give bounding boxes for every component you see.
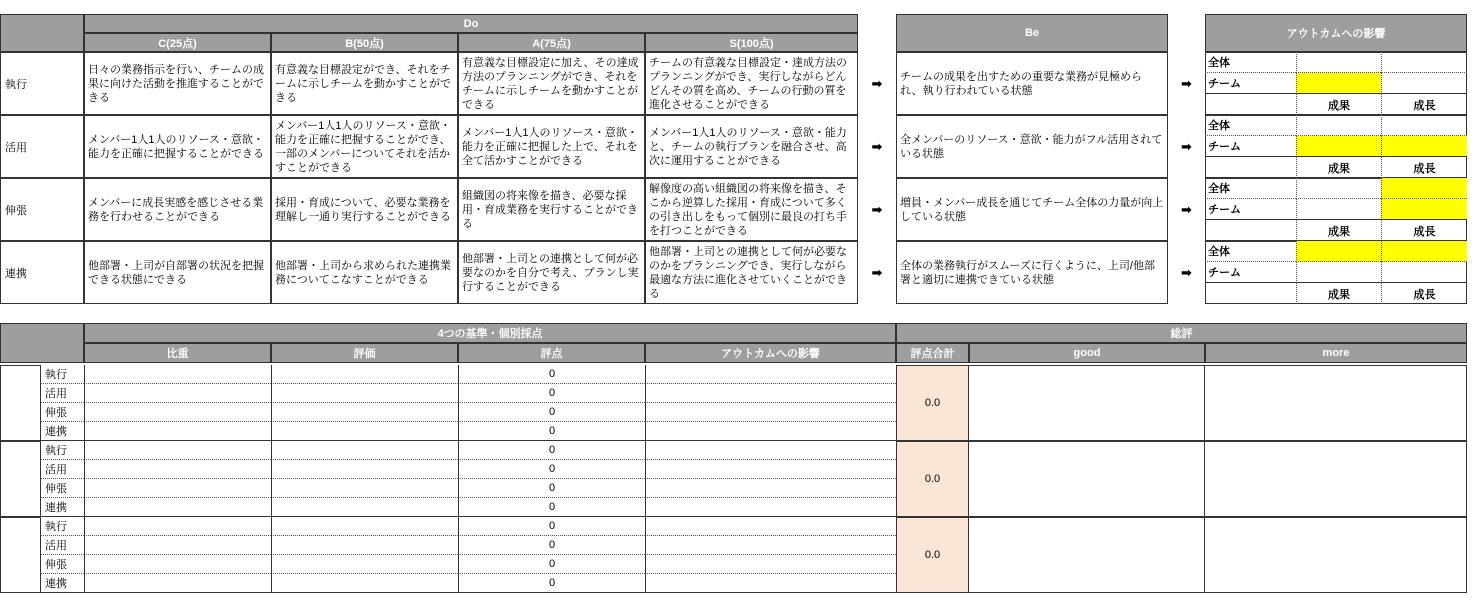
- eval-input[interactable]: [271, 498, 458, 517]
- be-cell-1[interactable]: 全メンバーのリソース・意欲・能力がフル活用されている状態: [896, 115, 1168, 178]
- outcome-result-label: 成果: [1296, 157, 1381, 178]
- outcome-result-label: 成果: [1296, 283, 1381, 304]
- outcome-growth-label: 成長: [1381, 157, 1467, 178]
- arrow-icon: ➡: [1181, 264, 1192, 280]
- col-header-outcome: アウトカムへの影響: [645, 343, 896, 363]
- arrow-icon: ➡: [1181, 201, 1192, 217]
- more-comment[interactable]: [1205, 517, 1467, 593]
- outcome-input[interactable]: [645, 441, 896, 460]
- be-header: Be: [896, 14, 1168, 52]
- weight-input[interactable]: [84, 384, 271, 403]
- level-cell-b-0[interactable]: 有意義な目標設定ができ、それをチームに示しチームを動かすことができる: [271, 52, 458, 115]
- outcome-cell-team-result[interactable]: [1296, 73, 1381, 94]
- score-value: 0: [458, 422, 645, 441]
- criteria-row-label: 伸張: [40, 555, 84, 574]
- review-header: 総評: [896, 323, 1467, 343]
- level-cell-c-3[interactable]: 他部署・上司が自部署の状況を把握できる状態にできる: [84, 241, 271, 304]
- score-value: 0: [458, 574, 645, 593]
- criteria-header: 4つの基準・個別採点: [84, 323, 896, 343]
- group-spacer: [0, 517, 40, 593]
- score-value: 0: [458, 441, 645, 460]
- score-value: 0: [458, 384, 645, 403]
- outcome-input[interactable]: [645, 498, 896, 517]
- level-cell-c-0[interactable]: 日々の業務指示を行い、チームの成果に向けた活動を推進することができる: [84, 52, 271, 115]
- outcome-input[interactable]: [645, 574, 896, 593]
- criteria-row-label: 連携: [40, 574, 84, 593]
- be-cell-2[interactable]: 増員・メンバー成長を通じてチーム全体の力量が向上している状態: [896, 178, 1168, 241]
- arrow-icon: ➡: [871, 75, 883, 91]
- weight-input[interactable]: [84, 555, 271, 574]
- eval-input[interactable]: [271, 536, 458, 555]
- be-cell-0[interactable]: チームの成果を出すための重要な業務が見極められ、執り行われている状態: [896, 52, 1168, 115]
- weight-input[interactable]: [84, 517, 271, 536]
- arrow-icon: ➡: [1181, 138, 1192, 154]
- score-value: 0: [458, 479, 645, 498]
- eval-input[interactable]: [271, 479, 458, 498]
- level-cell-b-1[interactable]: メンバー1人1人のリソース・意欲・能力を正確に把握することができ、一部のメンバーについてそれを活かすことができる: [271, 115, 458, 178]
- outcome-growth-label: 成長: [1381, 220, 1467, 241]
- good-comment[interactable]: [969, 517, 1205, 593]
- outcome-input[interactable]: [645, 517, 896, 536]
- outcome-team-label: チーム: [1205, 136, 1296, 157]
- criteria-row-label: 伸張: [40, 479, 84, 498]
- weight-input[interactable]: [84, 403, 271, 422]
- criteria-row-label: 連携: [40, 422, 84, 441]
- bottom-corner-header: [0, 323, 84, 363]
- be-cell-3[interactable]: 全体の業務執行がスムーズに行くように、上司/他部署と適切に連携できている状態: [896, 241, 1168, 304]
- criteria-row-label: 連携: [40, 498, 84, 517]
- arrow-icon: ➡: [871, 201, 883, 217]
- eval-input[interactable]: [271, 574, 458, 593]
- outcome-cell-team-result[interactable]: [1296, 136, 1381, 157]
- outcome-cell-all-growth[interactable]: [1381, 52, 1467, 73]
- outcome-input[interactable]: [645, 403, 896, 422]
- outcome-input[interactable]: [645, 536, 896, 555]
- eval-input[interactable]: [271, 460, 458, 479]
- outcome-cell-all-growth[interactable]: [1381, 115, 1467, 136]
- weight-input[interactable]: [84, 422, 271, 441]
- col-header-good: good: [969, 343, 1205, 363]
- outcome-result-label: 成果: [1296, 220, 1381, 241]
- outcome-input[interactable]: [645, 365, 896, 384]
- arrow-icon: ➡: [1181, 75, 1192, 91]
- level-cell-a-2[interactable]: 組織図の将来像を描き、必要な採用・育成業務を実行することができる: [458, 178, 645, 241]
- good-comment[interactable]: [969, 365, 1205, 441]
- outcome-all-label: 全体: [1205, 52, 1296, 73]
- outcome-team-label: チーム: [1205, 73, 1296, 94]
- weight-input[interactable]: [84, 460, 271, 479]
- outcome-cell-team-growth[interactable]: [1381, 199, 1467, 220]
- level-header-b: B(50点): [271, 33, 458, 52]
- weight-input[interactable]: [84, 365, 271, 384]
- level-cell-b-2[interactable]: 採用・育成について、必要な業務を理解し一通り実行することができる: [271, 178, 458, 241]
- outcome-input[interactable]: [645, 384, 896, 403]
- outcome-input[interactable]: [645, 422, 896, 441]
- eval-input[interactable]: [271, 403, 458, 422]
- outcome-result-label: 成果: [1296, 94, 1381, 115]
- outcome-cell-team-growth[interactable]: [1381, 262, 1467, 283]
- outcome-all-label: 全体: [1205, 241, 1296, 262]
- level-cell-b-3[interactable]: 他部署・上司から求められた連携業務についてこなすことができる: [271, 241, 458, 304]
- level-cell-c-2[interactable]: メンバーに成長実感を感じさせる業務を行わせることができる: [84, 178, 271, 241]
- outcome-cell-team-growth[interactable]: [1381, 136, 1467, 157]
- outcome-input[interactable]: [645, 555, 896, 574]
- col-header-total: 評点合計: [896, 343, 969, 363]
- level-cell-s-0[interactable]: チームの有意義な目標設定・達成方法のプランニングができ、実行しながらどんどんその質を高め、チームの行動の質を進化させることができる: [645, 52, 858, 115]
- good-comment[interactable]: [969, 441, 1205, 517]
- level-cell-a-0[interactable]: 有意義な目標設定に加え、その達成方法のプランニングができ、それをチームに示しチームを動かすことができる: [458, 52, 645, 115]
- weight-input[interactable]: [84, 574, 271, 593]
- weight-input[interactable]: [84, 498, 271, 517]
- criteria-row-label: 活用: [40, 536, 84, 555]
- outcome-header: アウトカムへの影響: [1205, 14, 1467, 52]
- weight-input[interactable]: [84, 441, 271, 460]
- score-value: 0: [458, 498, 645, 517]
- score-value: 0: [458, 536, 645, 555]
- level-cell-s-3[interactable]: 他部署・上司との連携として何が必要なのかをプランニングでき、実行しながら最適な方法に進化させていくことができる: [645, 241, 858, 304]
- total-score: 0.0: [896, 441, 969, 517]
- total-score: 0.0: [896, 365, 969, 441]
- outcome-team-label: チーム: [1205, 199, 1296, 220]
- level-header-a: A(75点): [458, 33, 645, 52]
- do-header: Do: [84, 14, 858, 33]
- outcome-all-label: 全体: [1205, 115, 1296, 136]
- eval-input[interactable]: [271, 441, 458, 460]
- top-corner-header: [0, 14, 84, 52]
- outcome-all-label: 全体: [1205, 178, 1296, 199]
- col-header-score: 評点: [458, 343, 645, 363]
- level-cell-a-3[interactable]: 他部署・上司との連携として何が必要なのかを自分で考え、プランし実行することができる: [458, 241, 645, 304]
- score-value: 0: [458, 460, 645, 479]
- outcome-cell-team-growth[interactable]: [1381, 73, 1467, 94]
- row-label-3: 連携: [0, 241, 84, 304]
- outcome-input[interactable]: [645, 479, 896, 498]
- criteria-row-label: 伸張: [40, 403, 84, 422]
- outcome-cell-team-result[interactable]: [1296, 199, 1381, 220]
- level-cell-s-1[interactable]: メンバー1人1人のリソース・意欲・能力と、チームの執行プランを融合させ、高次に運用することができる: [645, 115, 858, 178]
- level-cell-s-2[interactable]: 解像度の高い組織図の将来像を描き、そこから逆算した採用・育成について多くの引き出しをもって個別に最良の打ち手を打つことができる: [645, 178, 858, 241]
- outcome-cell-team-result[interactable]: [1296, 262, 1381, 283]
- criteria-row-label: 活用: [40, 460, 84, 479]
- outcome-growth-label: 成長: [1381, 94, 1467, 115]
- score-value: 0: [458, 517, 645, 536]
- col-header-eval: 評価: [271, 343, 458, 363]
- score-value: 0: [458, 555, 645, 574]
- eval-input[interactable]: [271, 384, 458, 403]
- group-spacer: [0, 365, 40, 441]
- criteria-row-label: 執行: [40, 365, 84, 384]
- arrow-icon: ➡: [871, 264, 883, 280]
- outcome-cell-all-result[interactable]: [1296, 115, 1381, 136]
- level-cell-a-1[interactable]: メンバー1人1人のリソース・意欲・能力を正確に把握した上で、それを全て活かすことができる: [458, 115, 645, 178]
- level-header-s: S(100点): [645, 33, 858, 52]
- score-value: 0: [458, 403, 645, 422]
- outcome-cell-all-result[interactable]: [1296, 52, 1381, 73]
- row-label-2: 伸張: [0, 178, 84, 241]
- criteria-row-label: 執行: [40, 441, 84, 460]
- col-header-more: more: [1205, 343, 1467, 363]
- outcome-cell-all-growth[interactable]: [1381, 241, 1467, 262]
- weight-input[interactable]: [84, 479, 271, 498]
- outcome-cell-all-result[interactable]: [1296, 178, 1381, 199]
- row-label-1: 活用: [0, 115, 84, 178]
- eval-input[interactable]: [271, 365, 458, 384]
- weight-input[interactable]: [84, 536, 271, 555]
- criteria-row-label: 活用: [40, 384, 84, 403]
- col-header-weight: 比重: [84, 343, 271, 363]
- level-cell-c-1[interactable]: メンバー1人1人のリソース・意欲・能力を正確に把握することができる: [84, 115, 271, 178]
- more-comment[interactable]: [1205, 441, 1467, 517]
- score-value: 0: [458, 365, 645, 384]
- level-header-c: C(25点): [84, 33, 271, 52]
- outcome-cell-all-result[interactable]: [1296, 241, 1381, 262]
- outcome-cell-all-growth[interactable]: [1381, 178, 1467, 199]
- arrow-icon: ➡: [871, 138, 883, 154]
- eval-input[interactable]: [271, 422, 458, 441]
- eval-input[interactable]: [271, 555, 458, 574]
- more-comment[interactable]: [1205, 365, 1467, 441]
- outcome-growth-label: 成長: [1381, 283, 1467, 304]
- total-score: 0.0: [896, 517, 969, 593]
- row-label-0: 執行: [0, 52, 84, 115]
- group-spacer: [0, 441, 40, 517]
- criteria-row-label: 執行: [40, 517, 84, 536]
- outcome-input[interactable]: [645, 460, 896, 479]
- eval-input[interactable]: [271, 517, 458, 536]
- outcome-team-label: チーム: [1205, 262, 1296, 283]
